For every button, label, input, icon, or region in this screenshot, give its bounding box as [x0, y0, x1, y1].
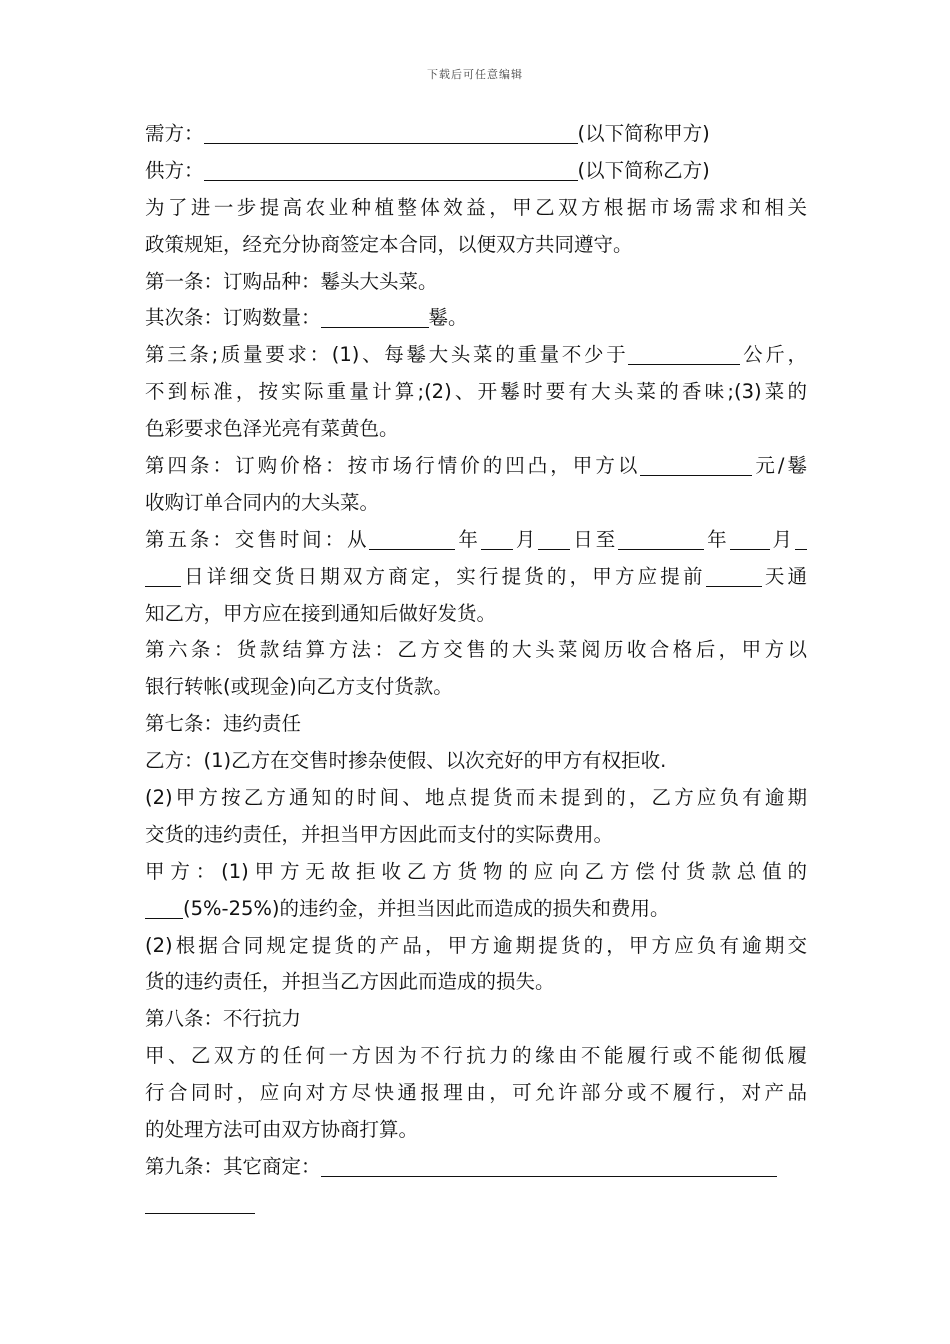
contract-line [145, 1186, 807, 1223]
contract-line [145, 411, 807, 448]
fill-in-blank [628, 340, 740, 365]
line-text: 其次条：订购数量： [145, 306, 321, 330]
line-text: 甲方：(1)甲方无故拒收乙方货物的应向乙方偿付货款总值的 [145, 859, 807, 883]
line-text: 色彩要求色泽光亮有菜黄色。 [145, 417, 399, 441]
line-text: (5%-25%)的违约金，并担当因此而造成的损失和费用。 [183, 896, 670, 920]
line-text: (以下简称甲方) [577, 122, 710, 145]
line-text: 第七条：违约责任 [145, 712, 302, 736]
contract-line [145, 190, 807, 227]
contract-line [145, 632, 807, 669]
contract-line [145, 337, 807, 374]
line-text: 天通 [761, 564, 807, 588]
contract-line [145, 116, 807, 153]
contract-line [145, 374, 807, 411]
line-text: 日详细交货日期双方商定，实行提货的，甲方应提前 [181, 564, 706, 588]
contract-line [145, 1149, 807, 1186]
fill-in-blank [321, 1152, 777, 1177]
line-text: 月 [769, 527, 795, 551]
contract-line [145, 559, 807, 596]
line-text: 货的违约责任，并担当乙方因此而造成的损失。 [145, 970, 555, 994]
contract-line [145, 1112, 807, 1149]
line-text: 年 [455, 527, 481, 551]
line-text: 供方： [145, 158, 204, 182]
contract-body [145, 116, 807, 1223]
line-text: 公斤， [740, 343, 807, 367]
contract-line [145, 817, 807, 854]
fill-in-blank [204, 119, 578, 144]
line-text: 第九条：其它商定： [145, 1154, 321, 1178]
line-text: 为了进一步提高农业种植整体效益，甲乙双方根据市场需求和相关 [145, 195, 807, 219]
line-text: 第三条;质量要求：(1)、每鬈大头菜的重量不少于 [145, 343, 629, 367]
line-text: 第四条：订购价格：按市场行情价的凹凸，甲方以 [145, 454, 641, 478]
line-text: 日至 [570, 527, 619, 551]
line-text: 银行转帐(或现金)向乙方支付货款。 [145, 675, 453, 699]
line-text: 知乙方，甲方应在接到通知后做好发货。 [145, 601, 497, 625]
contract-line [145, 264, 807, 301]
contract-line [145, 780, 807, 817]
contract-line [145, 227, 807, 264]
contract-line [145, 153, 807, 190]
contract-line [145, 706, 807, 743]
fill-in-blank [145, 562, 181, 587]
line-text: 月 [512, 527, 539, 551]
line-text: 甲、乙双方的任何一方因为不行抗力的缘由不能履行或不能彻低履 [145, 1044, 807, 1068]
fill-in-blank [321, 303, 429, 328]
contract-line [145, 1038, 807, 1075]
line-text: 不到标准，按实际重量计算;(2)、开鬈时要有大头菜的香味;(3)菜的 [145, 380, 807, 404]
fill-in-blank [145, 894, 183, 919]
fill-in-blank [618, 525, 704, 550]
line-text: (以下简称乙方) [577, 158, 710, 182]
line-text: 第六条：货款结算方法：乙方交售的大头菜阅历收合格后，甲方以 [145, 638, 807, 662]
contract-line [145, 448, 807, 485]
line-text: 第八条：不行抗力 [145, 1007, 302, 1031]
line-text: 第一条：订购品种：鬈头大头菜。 [145, 269, 438, 293]
line-text: 乙方：(1)乙方在交售时掺杂使假、以次充好的甲方有权拒收. [145, 749, 667, 773]
line-text: 需方： [145, 122, 204, 145]
contract-line [145, 854, 807, 891]
fill-in-blank [481, 525, 513, 550]
fill-in-blank [795, 525, 807, 550]
fill-in-blank [538, 525, 570, 550]
line-text: 鬈。 [428, 306, 468, 330]
contract-line [145, 522, 807, 559]
line-text: 第五条：交售时间：从 [145, 527, 370, 551]
fill-in-blank [369, 525, 455, 550]
contract-line [145, 300, 807, 337]
line-text: 交货的违约责任，并担当甲方因此而支付的实际费用。 [145, 822, 614, 846]
line-text: 元/鬈 [752, 454, 807, 478]
contract-line [145, 485, 807, 522]
line-text: 收购订单合同内的大头菜。 [145, 490, 380, 514]
contract-line [145, 669, 807, 706]
fill-in-blank [145, 1189, 255, 1214]
contract-line [145, 891, 807, 928]
contract-line [145, 964, 807, 1001]
fill-in-blank [730, 525, 770, 550]
contract-line [145, 743, 807, 780]
contract-line [145, 596, 807, 633]
line-text: (2)甲方按乙方通知的时间、地点提货而未提到的，乙方应负有逾期 [145, 786, 807, 810]
page-header: 下载后可任意编辑 [427, 68, 523, 81]
contract-line [145, 1001, 807, 1038]
line-text: 的处理方法可由双方协商打算。 [145, 1118, 419, 1142]
line-text: 行合同时，应向对方尽快通报理由，可允许部分或不履行，对产品 [145, 1081, 807, 1105]
fill-in-blank [706, 562, 762, 587]
line-text: (2)根据合同规定提货的产品，甲方逾期提货的，甲方应负有逾期交 [145, 933, 807, 957]
line-text: 年 [704, 527, 730, 551]
contract-line [145, 1075, 807, 1112]
fill-in-blank [640, 451, 752, 476]
line-text: 政策规矩，经充分协商签定本合同，以便双方共同遵守。 [145, 232, 633, 256]
contract-line [145, 928, 807, 965]
fill-in-blank [204, 156, 578, 181]
